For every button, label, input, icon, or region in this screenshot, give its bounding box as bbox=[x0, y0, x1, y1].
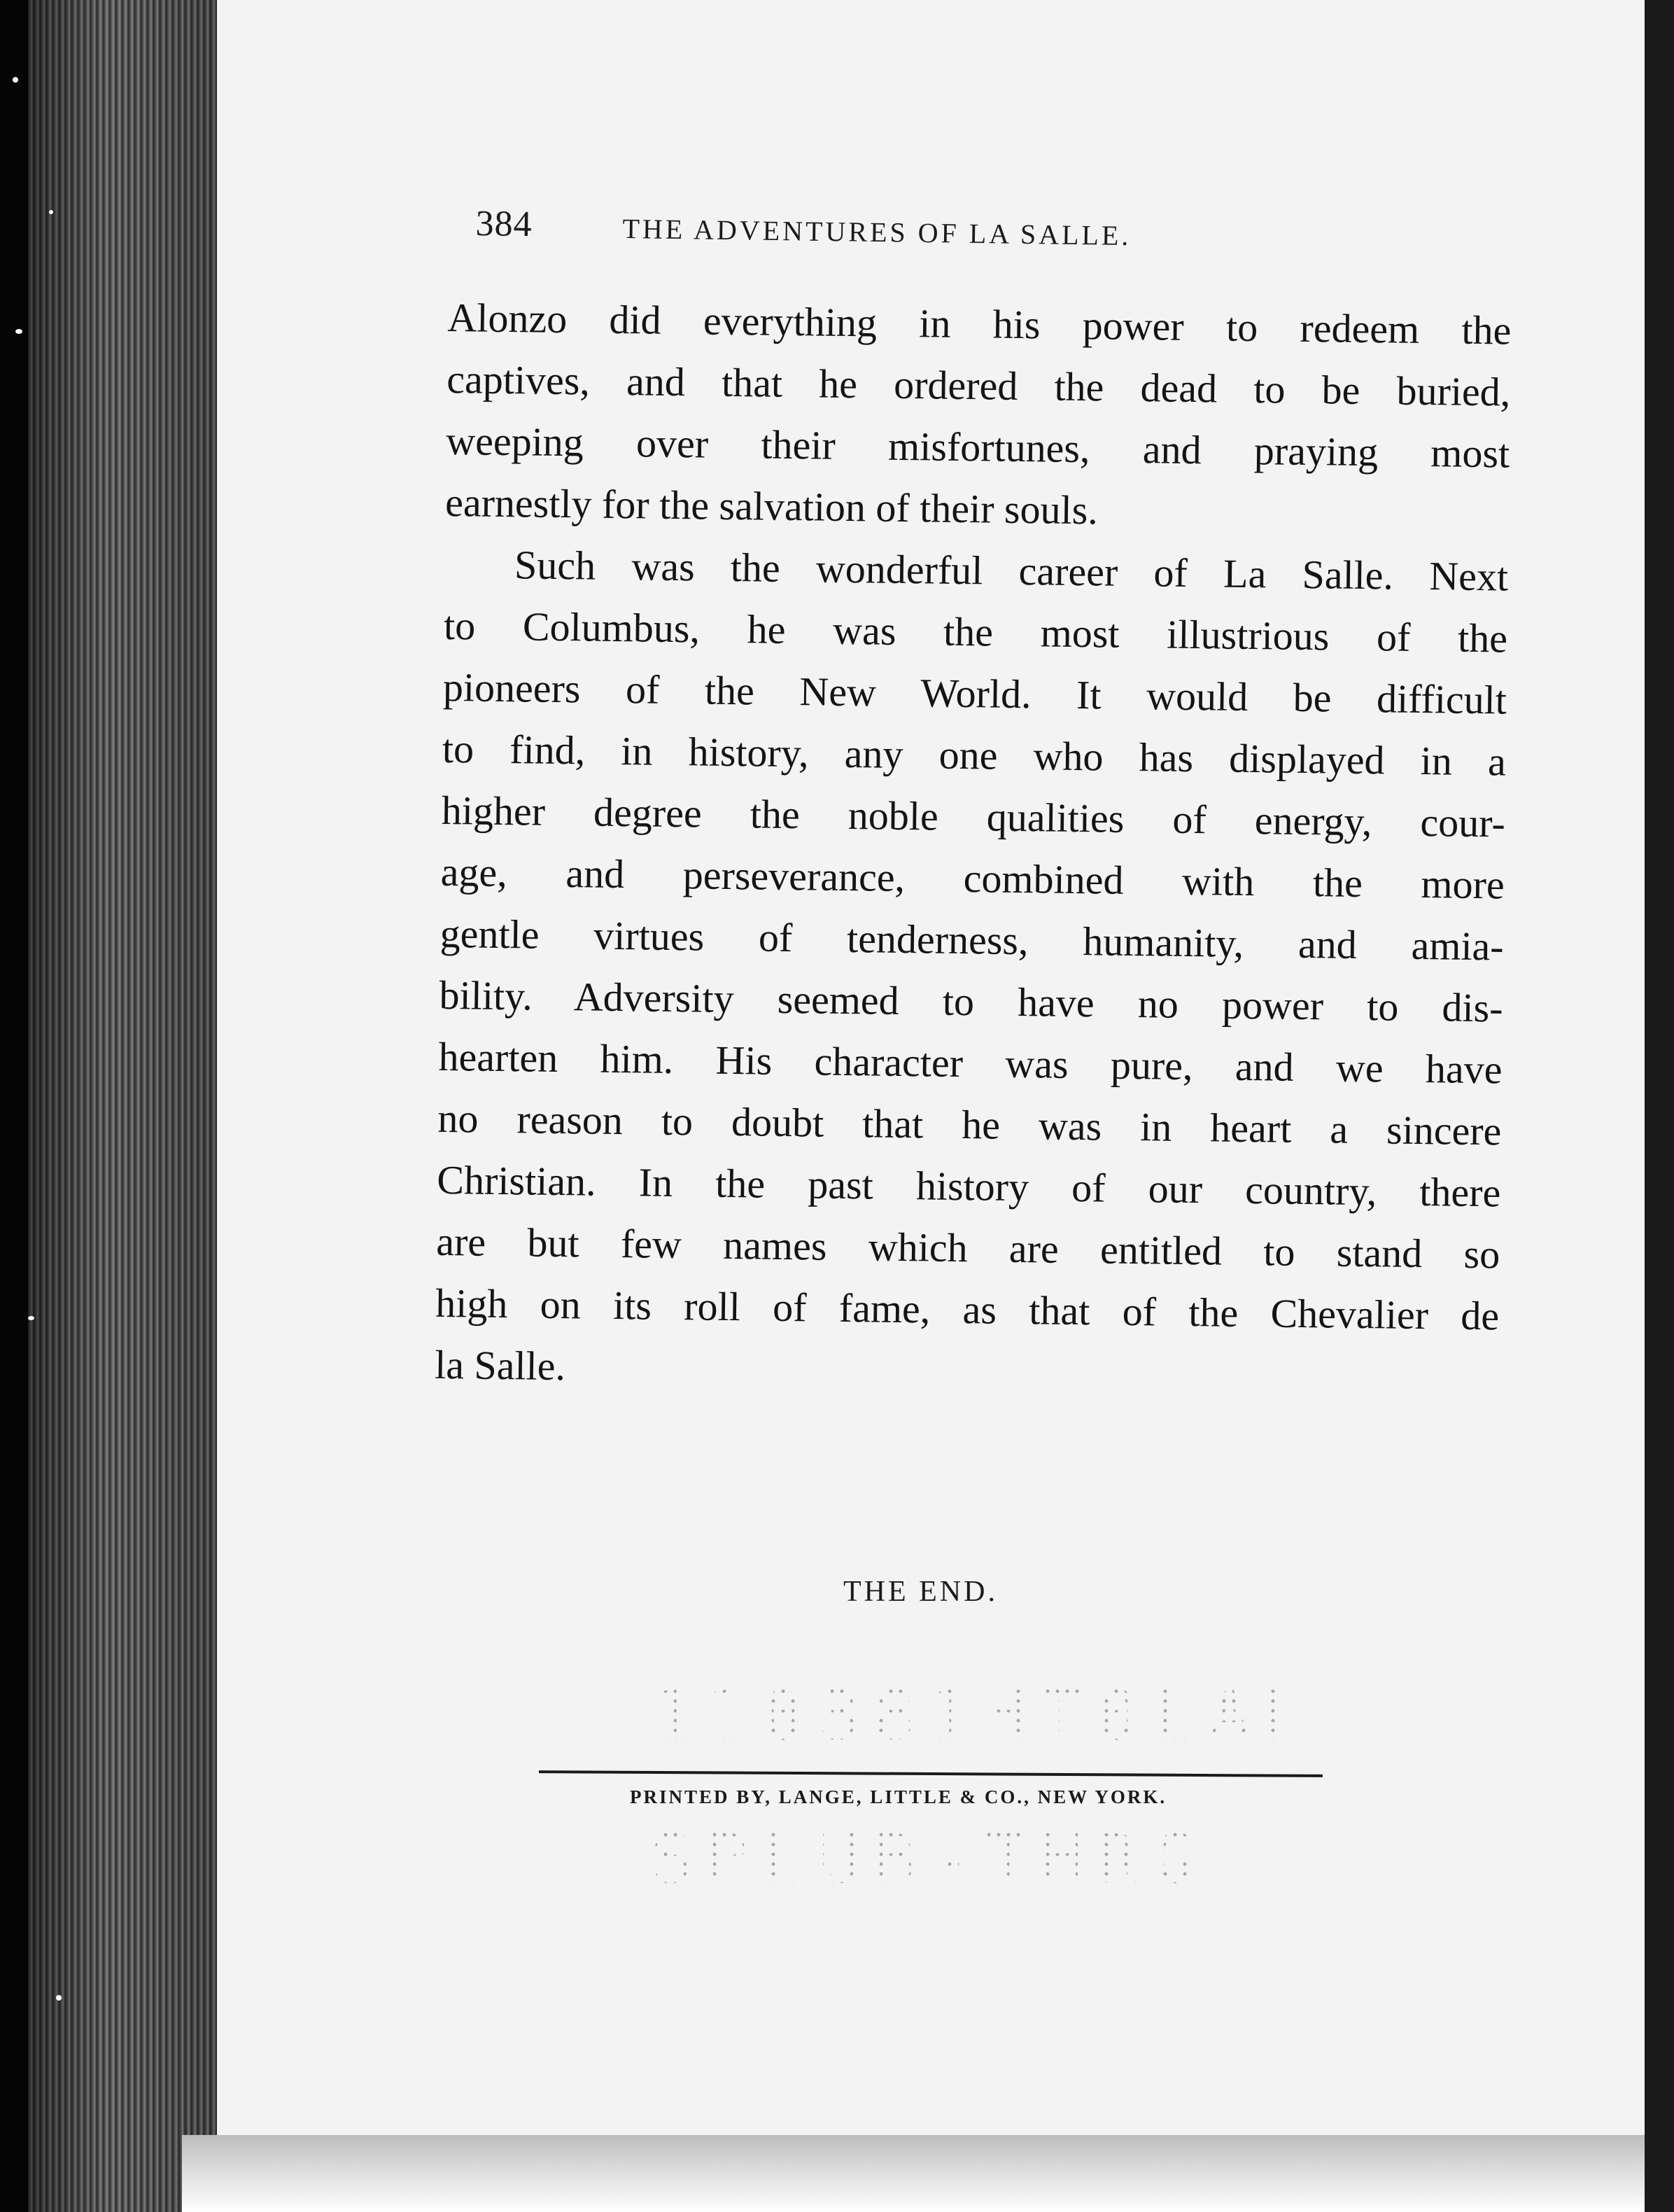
text-line: are but few names which are entitled to stand so bbox=[435, 1218, 1500, 1278]
text-line: to find, in history, any one who has displayed in a bbox=[442, 725, 1507, 785]
running-head: THE ADVENTURES OF LA SALLE. bbox=[622, 212, 1132, 252]
text-line: Alonzo did everything in his power to redeem the bbox=[447, 294, 1512, 354]
text-line: earnestly for the salvation of their souls. bbox=[444, 479, 1099, 533]
text-line: no reason to doubt that he was in heart a sincere bbox=[437, 1095, 1502, 1154]
text-line: gentle virtues of tenderness, humanity, and amia- bbox=[439, 910, 1505, 969]
text-line: pioneers of the New World. It would be difficult bbox=[442, 664, 1507, 723]
book-page-edges-shade bbox=[28, 0, 231, 2212]
text-line: Christian. In the past history of our country, there bbox=[437, 1156, 1501, 1216]
scan-speck bbox=[28, 1316, 34, 1320]
text-line: high on its roll of fame, as that of the Chevalier de bbox=[435, 1280, 1500, 1339]
paragraph bbox=[435, 533, 1509, 1408]
page-number: 384 bbox=[475, 203, 533, 245]
paragraph bbox=[445, 287, 1512, 547]
scan-speck bbox=[13, 77, 18, 83]
text-line: age, and perseverance, combined with the more bbox=[440, 848, 1505, 908]
text-line: captives, and that he ordered the dead to be buried, bbox=[446, 356, 1511, 415]
perforation-stamp-bottom: SPLUB-THRG bbox=[651, 1820, 1281, 1897]
text-line: hearten him. His character was pure, and we have bbox=[438, 1033, 1503, 1093]
text-line: Such was the wonderful career of La Salle. Next bbox=[514, 542, 1509, 600]
text-line: la Salle. bbox=[434, 1341, 566, 1390]
page-bottom-edge bbox=[182, 2135, 1674, 2212]
right-scan-margin bbox=[1645, 0, 1674, 2212]
body-text bbox=[435, 287, 1512, 1408]
perforation-stamp-top: 110381HT0LANA bbox=[651, 1676, 1377, 1755]
text-line: weeping over their misfortunes, and praying most bbox=[445, 417, 1510, 477]
text-line: bility. Adversity seemed to have no power to dis- bbox=[439, 972, 1503, 1031]
scan-speck bbox=[49, 210, 53, 214]
text-line: higher degree the noble qualities of energy, cour- bbox=[441, 787, 1506, 846]
text-line: to Columbus, he was the most illustrious of the bbox=[443, 602, 1508, 662]
scan-speck bbox=[15, 329, 22, 334]
the-end-label: THE END. bbox=[843, 1576, 998, 1608]
printer-imprint: PRINTED BY, LANGE, LITTLE & CO., NEW YORK. bbox=[630, 1786, 1167, 1807]
scan-speck bbox=[56, 1995, 62, 2001]
